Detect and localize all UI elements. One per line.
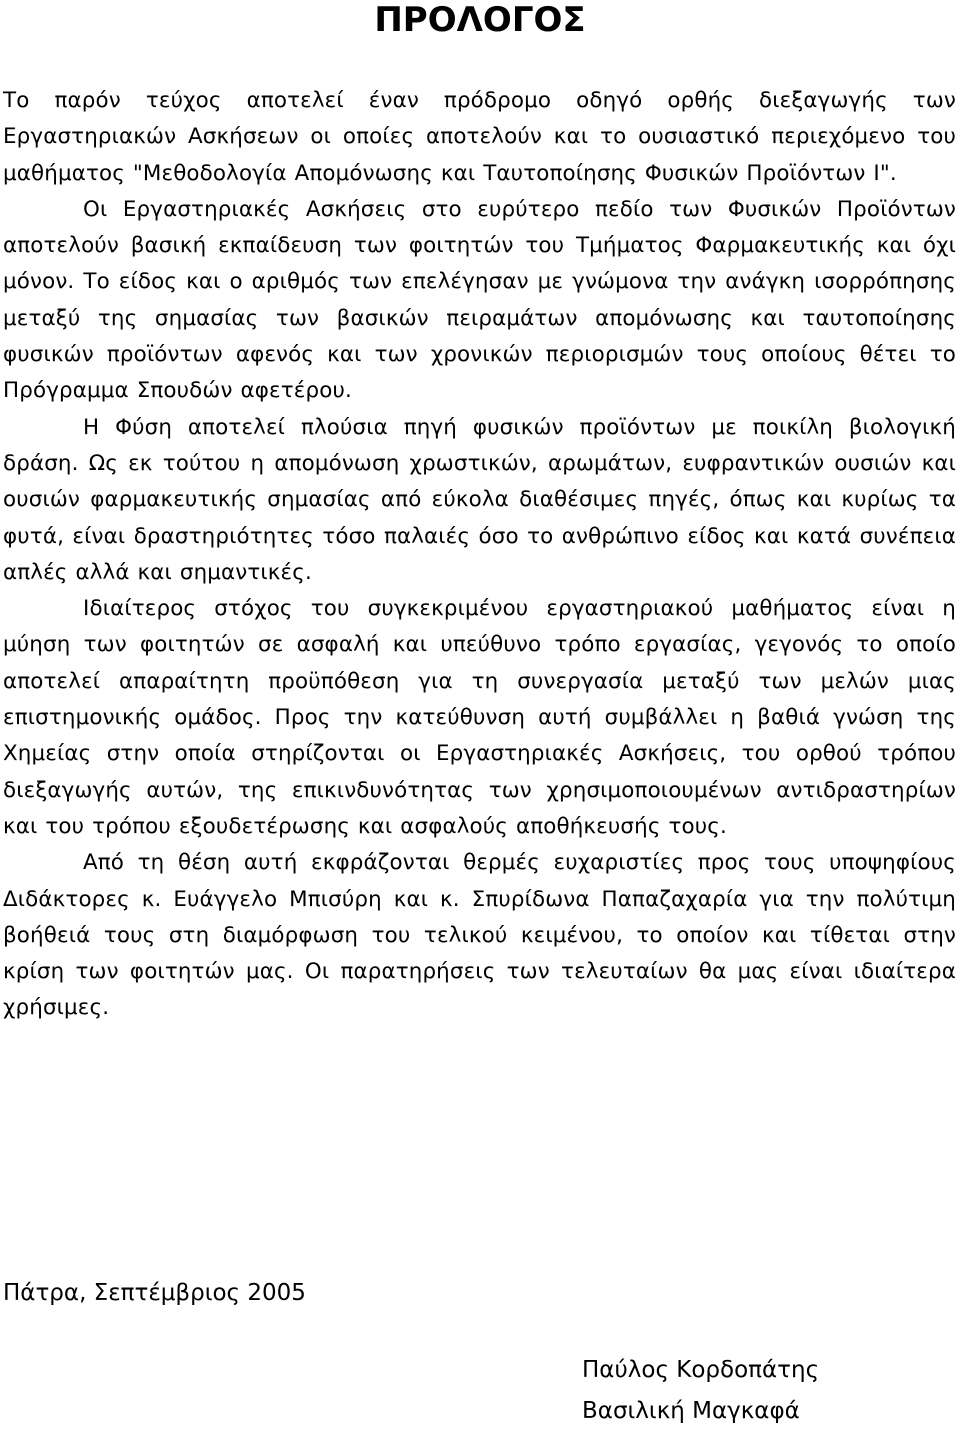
place-date: Πάτρα, Σεπτέμβριος 2005	[3, 1280, 306, 1306]
preface-body	[3, 83, 956, 1027]
paragraph-lab-exercises: Οι Εργαστηριακές Ασκήσεις στο ευρύτερο πεδίο των Φυσικών Προϊόντων αποτελούν βασική εκπαίδευση των φοιτητών του Τμήματος Φαρμακευτικής και όχι μόνον. Το είδος και ο αριθμός των επελέγησαν με γνώμονα την ανάγκη ισορρόπησης μεταξύ της σημασίας των βασικών πειραμάτων απομόνωσης και ταυτοποίησης φυσικών προϊόντων αφενός και των χρονικών περιορισμών τους οποίους θέτει το Πρόγραμμα Σπουδών αφετέρου.	[3, 196, 956, 404]
paragraph-nature: Η Φύση αποτελεί πλούσια πηγή φυσικών προϊόντων με ποικίλη βιολογική δράση. Ως εκ τούτου η απομόνωση χρωστικών, αρωμάτων, ευφραντικών ουσιών και ουσιών φαρμακευτικής σημασίας από εύκολα διαθέσιμες πηγές, όπως και κυρίως τα φυτά, είναι δραστηριότητες τόσο παλαιές όσο το ανθρώπινο είδος και κατά συνέπεια απλές αλλά και σημαντικές.	[3, 414, 956, 585]
paragraph-goal: Ιδιαίτερος στόχος του συγκεκριμένου εργαστηριακού μαθήματος είναι η μύηση των φοιτητών σε ασφαλή και υπεύθυνο τρόπο εργασίας, γεγονός το οποίο αποτελεί απαραίτητη προϋπόθεση για τη συνεργασία μεταξύ των μελών μιας επιστημονικής ομάδος. Προς την κατεύθυνση αυτή συμβάλλει η βαθιά γνώση της Χημείας στην οποία στηρίζονται οι Εργαστηριακές Ασκήσεις, του ορθού τρόπου διεξαγωγής αυτών, της επικινδυνότητας των χρησιμοποιουμένων αντιδραστηρίων και του τρόπου εξουδετέρωσης και ασφαλούς αποθήκευσής τους.	[3, 596, 956, 839]
paragraph-intro: Το παρόν τεύχος αποτελεί έναν πρόδρομο οδηγό ορθής διεξαγωγής των Εργαστηριακών Ασκήσεων οι οποίες αποτελούν και το ουσιαστικό περιεχόμενο του μαθήματος "Μεθοδολογία Απομόνωσης και Ταυτοποίησης Φυσικών Προϊόντων Ι".	[3, 88, 956, 186]
signature-block	[582, 1350, 819, 1432]
author-name: Παύλος Κορδοπάτης	[582, 1357, 820, 1383]
page-title: ΠΡΟΛΟΓΟΣ	[374, 0, 586, 40]
author-name: Βασιλική Μαγκαφά	[582, 1398, 800, 1424]
paragraph-thanks: Από τη θέση αυτή εκφράζονται θερμές ευχαριστίες προς τους υποψηφίους Διδάκτορες κ. Ευάγγελο Μπισύρη και κ. Σπυρίδωνα Παπαζαχαρία για την πολύτιμη βοήθειά τους στη διαμόρφωση του τελικού κειμένου, το οποίον και τίθεται στην κρίση των φοιτητών μας. Οι παρατηρήσεις των τελευταίων θα μας είναι ιδιαίτερα χρήσιμες.	[3, 850, 956, 1021]
